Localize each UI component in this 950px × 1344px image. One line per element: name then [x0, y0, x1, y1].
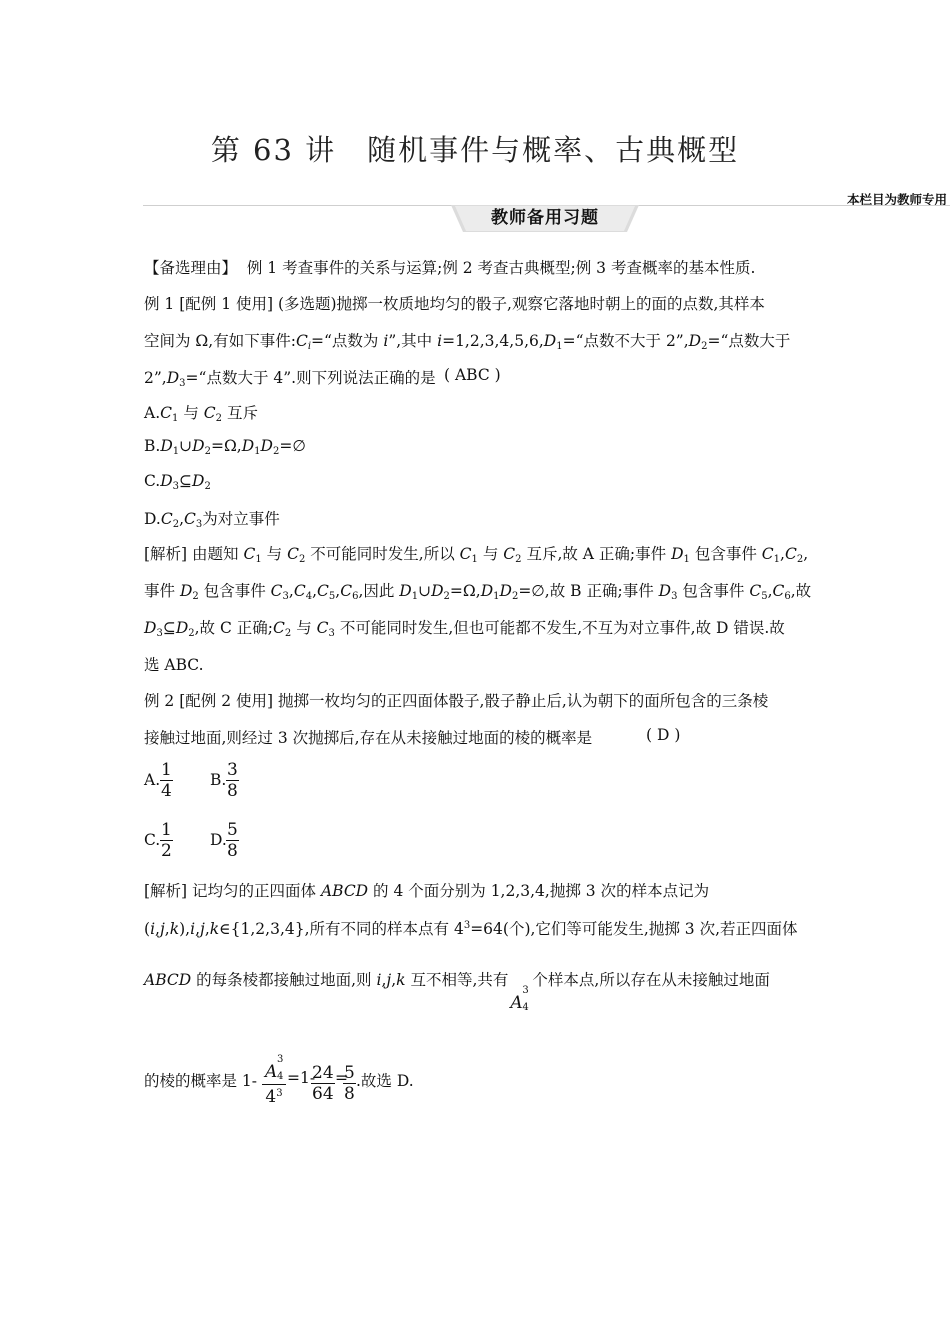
frac-num: 24: [312, 1063, 334, 1083]
ex1-line2: 空间为 Ω,有如下事件$:C_i=“$点数为 i”,其中 $i=1,2,3,4,5,6,D_1=“$点数不大于 $2”,D_2=“$点数大于: [144, 332, 791, 352]
ex1-text: =“点数大于 4”.则下列说法正确的是: [185, 369, 436, 387]
sol1-text: 与: [482, 545, 504, 563]
option-label: C.: [144, 831, 161, 849]
reason-text: 例 1 考查事件的关系与运算;例 2 考查古典概型;例 3 考查概率的基本性质.: [246, 259, 756, 277]
sol1-text: 不可能同时发生,所以: [310, 545, 460, 563]
sol1-line2: 事件 $D_2$ 包含事件 $C_3,C_4,C_5,C_6$,因此 $D_1\cup D_2=\Omega,D_1D_2=\emptyset$,故 B 正确;事件 $D_3$ 包含事件 $C_5,C_6$,故: [144, 582, 812, 602]
frac-den: 8: [344, 1084, 355, 1104]
frac-num: 1: [161, 760, 172, 780]
sol2-text: 的棱的概率是 1-: [144, 1072, 258, 1090]
sol1-text: ,故: [790, 582, 812, 600]
ex2-frac-c: [160, 820, 173, 861]
sol1-line3: $D_3⊆D_2$,故 C 正确$;C_2$ 与 $C_3$ 不可能同时发生,但也可能都不发生,不互为对立事件,故 D 错误.故: [144, 619, 785, 639]
sol1-text: [解析] 由题知: [144, 545, 244, 563]
ex1-option-d: $D.C_2,C_3$为对立事件: [144, 510, 280, 530]
sol2-text: ABCD: [320, 882, 369, 900]
sol1-text: =Ω,: [449, 582, 481, 600]
ex2-option-b: [210, 771, 226, 789]
option-label: D.: [144, 510, 161, 528]
perm-sup: 3: [277, 1054, 284, 1065]
sol2-eq1: =1-: [287, 1069, 316, 1087]
option-label: A.: [144, 771, 161, 789]
ex2-text: 接触过地面,则经过 3 次抛掷后,存在从未接触过地面的棱的概率是: [144, 729, 593, 747]
perm-letter: A: [265, 1062, 278, 1082]
ex1-head: 例 1 [配例 1 使用] (多选题)抛掷一枚质地均匀的骰子,观察它落地时朝上的面的点数,其样本: [144, 295, 765, 313]
option-label: B.: [210, 771, 227, 789]
ex2-option-d: [210, 831, 227, 849]
sol1-text: 包含事件: [682, 582, 750, 600]
sol2-conclusion: .故选 D.: [356, 1072, 414, 1090]
option-text: 互斥: [226, 404, 258, 422]
reason-line: [144, 256, 755, 278]
frac-den: 2: [161, 841, 172, 861]
perm-sup: 3: [522, 985, 529, 996]
sol1-text: 与: [266, 545, 288, 563]
sol2-text: ,: [155, 920, 160, 938]
frac-num: 5: [344, 1063, 355, 1083]
ex2-frac-d: [226, 820, 239, 861]
sol2-text: (: [144, 920, 151, 938]
frac-den: 4: [161, 781, 172, 801]
sol2-line2: (i,j,k),i,j,k∈{1,2,3,4},所有不同的样本点有 $4^3=64$(个),它们等可能发生,抛掷 3 次,若正四面体: [144, 920, 798, 938]
perm-sub: 4: [277, 1071, 284, 1082]
sol2-text: ,: [164, 920, 170, 938]
option-label: D.: [210, 831, 227, 849]
ex1-text: 空间为 Ω,有如下事件:: [144, 332, 296, 350]
frac-den-sup: 3: [276, 1088, 283, 1099]
option-label: C.: [144, 472, 161, 490]
ex1-option-c: $C.D_3⊆D_2$: [144, 472, 211, 492]
ex1-option-a: $A.C_1$ 与 $C_2$ 互斥: [144, 404, 258, 424]
sol2-text: =64(个),它们等可能发生,抛掷 3 次,若正四面体: [470, 920, 798, 938]
frac-den: 64: [312, 1084, 334, 1104]
sol2-text: 个样本点,所以存在从未接触过地面: [532, 971, 770, 989]
frac-24-64: [311, 1063, 335, 1104]
ex2-head: 例 2 [配例 2 使用] 抛掷一枚均匀的正四面体骰子,骰子静止后,认为朝下的面所包含的三条棱: [144, 692, 769, 710]
ex1-option-b: $B.D_1\cup D_2=\Omega,D_1D_2=\emptyset$: [144, 437, 306, 457]
frac-perm: [262, 1054, 286, 1109]
section-banner: [451, 205, 639, 232]
ex1-text: =1,2,3,4,5,6,: [442, 332, 544, 350]
teacher-only-note: 本栏目为教师专用: [846, 192, 947, 207]
sol2-text: 互不相等,共有: [405, 971, 509, 989]
sol2-text: i: [150, 920, 156, 938]
frac-num: 1: [161, 820, 172, 840]
sol2-text: 的 4 个面分别为 1,2,3,4,抛掷 3 次的样本点记为: [368, 882, 710, 900]
sol2-text: k: [169, 920, 180, 938]
sol1-text: 包含事件: [203, 582, 271, 600]
reason-label: 【备选理由】: [144, 259, 238, 277]
frac-den: 4: [265, 1087, 277, 1107]
option-text: 与: [183, 404, 204, 422]
ex1-answer: ( ABC ): [444, 366, 501, 384]
ex1-line3: $2”,D_3=“$点数大于 4”.则下列说法正确的是 ( ABC ): [144, 366, 501, 389]
sol2-line1: [144, 879, 709, 901]
ex2-line2: [144, 726, 704, 748]
sol1-text: 事件: [144, 582, 180, 600]
frac-den: 8: [227, 781, 238, 801]
ex1-text: 2”,: [144, 369, 167, 387]
ex2-option-c: [144, 831, 160, 849]
option-text: =Ω,: [210, 437, 242, 455]
sol1-text: ,因此: [358, 582, 400, 600]
frac-5-8: [343, 1063, 356, 1104]
sol2-text: 3: [463, 920, 471, 931]
ex2-option-a: [144, 771, 160, 789]
ex1-text: =“点数不大于 2”,: [562, 332, 689, 350]
ex2-frac-a: [160, 760, 173, 801]
sol1-text: 不可能同时发生,但也可能都不发生,不互为对立事件,故 D 错误.故: [339, 619, 785, 637]
option-text: =∅: [279, 437, 306, 455]
sol2-line4: [144, 1069, 257, 1091]
sol2-eq2: =: [335, 1069, 348, 1087]
option-label: B.: [144, 437, 161, 455]
sol2-text: j: [159, 920, 165, 938]
option-label: A.: [144, 404, 161, 422]
sol2-line3: ABCD 的每条棱都接触过地面,则 i,j,k 互不相等,共有 A 3 4 个样本点,所以存在从未接触过地面: [144, 971, 770, 1013]
sol1-line1: [解析] 由题知 $C_1$ 与 $C_2$ 不可能同时发生,所以 $C_1$ 与 $C_2$ 互斥,故 A 正确;事件 $D_1$ 包含事件 $C_1,C_2$,: [144, 545, 809, 565]
sol1-line4: 选 ABC.: [144, 656, 204, 674]
ex1-text: =“点数为: [311, 332, 384, 350]
sol1-text: =∅,故 B 正确;事件: [518, 582, 659, 600]
sol2-text: [解析] 记均匀的正四面体: [144, 882, 321, 900]
option-text: 为对立事件: [202, 510, 280, 528]
sol2-text: ),: [179, 920, 191, 938]
perm-letter: A: [510, 993, 523, 1013]
option-text: ⊆: [179, 472, 193, 490]
ex1-text: =“点数大于: [707, 332, 791, 350]
frac-num: 5: [227, 820, 238, 840]
sol1-text: 包含事件: [694, 545, 762, 563]
sol2-text: 的每条棱都接触过地面,则: [191, 971, 377, 989]
sol1-text: ,故 C 正确;: [194, 619, 273, 637]
sol1-text: 互斥,故 A 正确;事件: [526, 545, 672, 563]
ex1-text: ”,其中: [388, 332, 438, 350]
sol1-text: 与: [296, 619, 317, 637]
sol2-text: ABCD: [144, 971, 192, 989]
frac-den: 8: [227, 841, 238, 861]
banner-label: 教师备用习题: [491, 208, 599, 228]
lecture-title: 第 63 讲 随机事件与概率、古典概型: [210, 133, 740, 167]
perm-sub: 4: [522, 1002, 529, 1013]
ex2-answer: ( D ): [646, 726, 681, 744]
sol2-text: ∈{1,2,3,4},所有不同的样本点有 4: [219, 920, 464, 938]
ex2-frac-b: [226, 760, 239, 801]
frac-num: 3: [227, 760, 238, 780]
